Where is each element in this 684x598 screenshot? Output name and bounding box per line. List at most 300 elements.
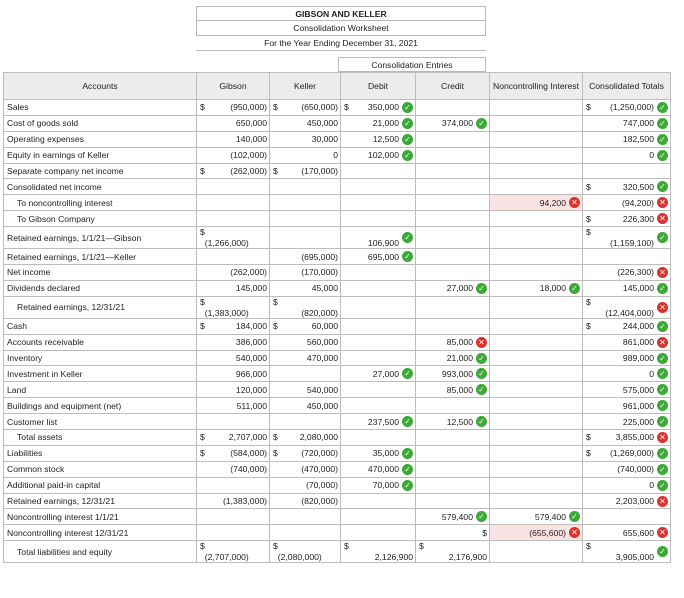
debit-value: 27,000	[372, 368, 399, 379]
total-cell[interactable]	[583, 163, 671, 179]
table-row	[4, 461, 671, 477]
table-row	[4, 541, 671, 563]
check-circle-icon: ✓	[657, 150, 668, 161]
nci-cell[interactable]	[490, 477, 583, 493]
gibson-cell	[197, 179, 270, 195]
x-circle-icon: ✕	[476, 337, 487, 348]
debit-cell[interactable]	[341, 477, 416, 493]
total-cell[interactable]	[583, 280, 671, 296]
total-cell[interactable]	[583, 509, 671, 525]
credit-cell[interactable]	[416, 296, 490, 318]
keller-cell	[270, 350, 341, 366]
dollar-sign: $	[273, 102, 278, 113]
accounts-header: Accounts	[4, 73, 197, 100]
dollar-sign: $	[273, 166, 278, 176]
gibson-cell	[197, 195, 270, 211]
nci-cell[interactable]	[490, 525, 583, 541]
total-cell[interactable]	[583, 493, 671, 509]
totals-header: Consolidated Totals	[583, 73, 671, 100]
account-label: Total assets	[4, 430, 197, 446]
debit-cell[interactable]	[341, 445, 416, 461]
table-row	[4, 131, 671, 147]
table-row	[4, 382, 671, 398]
dollar-sign: $	[586, 181, 591, 192]
credit-cell[interactable]	[416, 318, 490, 334]
total-cell[interactable]	[583, 211, 671, 227]
check-circle-icon: ✓	[569, 283, 580, 294]
check-circle-icon: ✓	[402, 232, 413, 243]
debit-cell[interactable]	[341, 179, 416, 195]
gibson-value: 184,000	[235, 321, 267, 332]
debit-cell[interactable]	[341, 461, 416, 477]
gibson-value: (1,383,000)	[223, 496, 267, 507]
nci-value: 94,200	[539, 197, 566, 208]
check-circle-icon: ✓	[402, 102, 413, 113]
keller-cell	[270, 509, 341, 525]
check-circle-icon: ✓	[657, 464, 668, 475]
table-row	[4, 366, 671, 382]
debit-value: 350,000	[367, 102, 399, 113]
gibson-value: 540,000	[235, 353, 267, 364]
debit-cell[interactable]	[341, 541, 416, 563]
total-value: 226,300	[622, 213, 654, 224]
credit-cell[interactable]	[416, 477, 490, 493]
total-value: (1,250,000)	[610, 102, 654, 113]
credit-cell[interactable]	[416, 461, 490, 477]
keller-value: 45,000	[311, 283, 338, 294]
check-circle-icon: ✓	[657, 384, 668, 395]
check-circle-icon: ✓	[657, 448, 668, 459]
gibson-value: 386,000	[235, 337, 267, 348]
debit-cell[interactable]	[341, 195, 416, 211]
total-cell[interactable]	[583, 398, 671, 414]
check-circle-icon: ✓	[402, 448, 413, 459]
debit-cell[interactable]	[341, 398, 416, 414]
keller-cell	[270, 211, 341, 227]
dollar-sign: $	[200, 166, 205, 176]
nci-header: Noncontrolling Interest	[490, 73, 583, 100]
total-cell[interactable]	[583, 115, 671, 131]
credit-cell[interactable]	[416, 382, 490, 398]
credit-cell[interactable]	[416, 211, 490, 227]
table-row	[4, 100, 671, 116]
credit-cell[interactable]	[416, 100, 490, 116]
keller-value: 450,000	[306, 400, 338, 411]
total-value: 182,500	[622, 134, 654, 145]
credit-cell[interactable]	[416, 398, 490, 414]
keller-cell	[270, 445, 341, 461]
nci-cell[interactable]	[490, 461, 583, 477]
total-value: (94,200)	[621, 197, 654, 208]
gibson-value: (740,000)	[230, 464, 267, 475]
keller-cell	[270, 280, 341, 296]
nci-cell[interactable]	[490, 493, 583, 509]
check-circle-icon: ✓	[402, 480, 413, 491]
gibson-cell	[197, 280, 270, 296]
keller-value: 30,000	[311, 134, 338, 145]
nci-cell[interactable]	[490, 195, 583, 211]
debit-cell[interactable]	[341, 366, 416, 382]
nci-cell[interactable]	[490, 366, 583, 382]
nci-cell[interactable]	[490, 296, 583, 318]
gibson-value: (262,000)	[230, 166, 267, 176]
debit-cell[interactable]	[341, 430, 416, 446]
nci-cell[interactable]	[490, 249, 583, 265]
credit-cell[interactable]	[416, 445, 490, 461]
debit-cell[interactable]	[341, 211, 416, 227]
check-circle-icon: ✓	[402, 134, 413, 145]
company-title: GIBSON AND KELLER	[196, 6, 486, 21]
total-cell[interactable]	[583, 414, 671, 430]
gibson-value: (262,000)	[230, 267, 267, 278]
nci-cell[interactable]	[490, 163, 583, 179]
table-row	[4, 280, 671, 296]
gibson-value: 511,000	[236, 400, 267, 411]
keller-cell	[270, 131, 341, 147]
credit-cell[interactable]	[416, 179, 490, 195]
debit-value: 102,000	[367, 150, 399, 161]
credit-cell[interactable]	[416, 430, 490, 446]
check-circle-icon: ✓	[402, 150, 413, 161]
gibson-cell	[197, 525, 270, 541]
nci-cell[interactable]	[490, 430, 583, 446]
credit-cell[interactable]	[416, 280, 490, 296]
keller-cell	[270, 525, 341, 541]
table-row	[4, 350, 671, 366]
keller-value: 450,000	[306, 118, 338, 129]
dollar-sign: $	[273, 448, 278, 459]
gibson-cell	[197, 477, 270, 493]
debit-value: 237,500	[367, 416, 399, 427]
account-label: Common stock	[4, 461, 197, 477]
check-circle-icon: ✓	[476, 384, 487, 395]
total-cell[interactable]	[583, 477, 671, 493]
gibson-cell	[197, 115, 270, 131]
credit-cell[interactable]	[416, 265, 490, 281]
nci-cell[interactable]	[490, 147, 583, 163]
dollar-sign: $	[200, 296, 205, 307]
total-cell[interactable]	[583, 100, 671, 116]
account-label: Inventory	[4, 350, 197, 366]
consolidation-worksheet-table	[3, 72, 671, 563]
x-circle-icon: ✕	[657, 267, 668, 278]
keller-value: (2,080,000)	[277, 552, 322, 563]
gibson-value: 140,000	[235, 134, 267, 145]
debit-cell[interactable]	[341, 147, 416, 163]
nci-cell[interactable]	[490, 350, 583, 366]
total-cell[interactable]	[583, 541, 671, 563]
table-row	[4, 115, 671, 131]
debit-cell[interactable]	[341, 414, 416, 430]
dollar-sign: $	[344, 541, 349, 552]
total-value: 0	[649, 480, 654, 491]
total-cell[interactable]	[583, 318, 671, 334]
debit-cell[interactable]	[341, 227, 416, 249]
check-circle-icon: ✓	[657, 416, 668, 427]
nci-cell[interactable]	[490, 445, 583, 461]
dollar-sign: $	[200, 448, 205, 459]
nci-cell[interactable]	[490, 115, 583, 131]
account-label: Additional paid-in capital	[4, 477, 197, 493]
nci-value: 18,000	[539, 283, 566, 294]
table-row	[4, 195, 671, 211]
dollar-sign: $	[200, 541, 205, 552]
credit-cell[interactable]	[416, 493, 490, 509]
total-value: 0	[649, 150, 654, 161]
x-circle-icon: ✕	[657, 527, 668, 538]
total-value: 3,855,000	[615, 432, 654, 443]
credit-cell[interactable]	[416, 350, 490, 366]
gibson-cell	[197, 131, 270, 147]
account-label: Total liabilities and equity	[4, 541, 197, 563]
account-label: Liabilities	[4, 445, 197, 461]
account-label: Operating expenses	[4, 131, 197, 147]
total-value: 961,000	[622, 400, 654, 411]
gibson-value: 120,000	[235, 384, 267, 395]
credit-cell[interactable]	[416, 163, 490, 179]
table-row	[4, 414, 671, 430]
check-circle-icon: ✓	[476, 511, 487, 522]
nci-cell[interactable]	[490, 131, 583, 147]
total-cell[interactable]	[583, 350, 671, 366]
table-row	[4, 249, 671, 265]
keller-header: Keller	[270, 73, 341, 100]
account-label: Dividends declared	[4, 280, 197, 296]
account-label: To noncontrolling interest	[4, 195, 197, 211]
total-cell[interactable]	[583, 430, 671, 446]
account-label: Consolidated net income	[4, 179, 197, 195]
nci-cell[interactable]	[490, 265, 583, 281]
account-label: Retained earnings, 1/1/21—Gibson	[4, 227, 197, 249]
total-cell[interactable]	[583, 334, 671, 350]
dollar-sign: $	[200, 102, 205, 113]
dollar-sign: $	[200, 432, 205, 443]
x-circle-icon: ✕	[657, 496, 668, 507]
gibson-cell	[197, 366, 270, 382]
period-title: For the Year Ending December 31, 2021	[196, 36, 486, 51]
gibson-cell	[197, 461, 270, 477]
total-value: 244,000	[622, 321, 654, 332]
table-row	[4, 477, 671, 493]
debit-value: 106,900	[367, 238, 399, 249]
gibson-value: (584,000)	[230, 448, 267, 459]
gibson-cell	[197, 147, 270, 163]
check-circle-icon: ✓	[402, 416, 413, 427]
debit-value: 70,000	[372, 480, 399, 491]
nci-cell[interactable]	[490, 398, 583, 414]
gibson-cell	[197, 541, 270, 563]
total-cell[interactable]	[583, 461, 671, 477]
gibson-cell	[197, 211, 270, 227]
debit-cell[interactable]	[341, 350, 416, 366]
check-circle-icon: ✓	[402, 368, 413, 379]
gibson-value: (2,707,000)	[204, 552, 249, 563]
keller-cell	[270, 430, 341, 446]
debit-value: 21,000	[372, 118, 399, 129]
nci-cell[interactable]	[490, 541, 583, 563]
nci-cell[interactable]	[490, 100, 583, 116]
keller-value: (170,000)	[301, 166, 338, 176]
debit-cell[interactable]	[341, 131, 416, 147]
nci-cell[interactable]	[490, 414, 583, 430]
debit-cell[interactable]	[341, 493, 416, 509]
debit-cell[interactable]	[341, 265, 416, 281]
account-label: Buildings and equipment (net)	[4, 398, 197, 414]
x-circle-icon: ✕	[657, 432, 668, 443]
credit-cell[interactable]	[416, 195, 490, 211]
gibson-cell	[197, 414, 270, 430]
credit-cell[interactable]	[416, 541, 490, 563]
table-row	[4, 445, 671, 461]
gibson-value: (950,000)	[230, 102, 267, 113]
nci-cell[interactable]	[490, 227, 583, 249]
nci-cell[interactable]	[490, 179, 583, 195]
credit-cell[interactable]	[416, 115, 490, 131]
account-label: Separate company net income	[4, 163, 197, 179]
keller-value: (650,000)	[301, 102, 338, 113]
keller-cell	[270, 366, 341, 382]
total-cell[interactable]	[583, 195, 671, 211]
gibson-cell	[197, 318, 270, 334]
table-row	[4, 509, 671, 525]
table-row	[4, 163, 671, 179]
debit-cell[interactable]	[341, 525, 416, 541]
check-circle-icon: ✓	[657, 118, 668, 129]
statement-title: Consolidation Worksheet	[196, 21, 486, 36]
debit-cell[interactable]	[341, 100, 416, 116]
credit-cell[interactable]	[416, 525, 490, 541]
check-circle-icon: ✓	[657, 480, 668, 491]
keller-cell	[270, 179, 341, 195]
x-circle-icon: ✕	[657, 302, 668, 313]
credit-cell[interactable]	[416, 249, 490, 265]
keller-value: (170,000)	[301, 267, 338, 278]
dollar-sign: $	[273, 432, 278, 443]
credit-cell[interactable]	[416, 227, 490, 249]
check-circle-icon: ✓	[402, 251, 413, 262]
gibson-cell	[197, 350, 270, 366]
credit-cell[interactable]	[416, 509, 490, 525]
keller-cell	[270, 147, 341, 163]
table-row	[4, 265, 671, 281]
credit-cell[interactable]	[416, 334, 490, 350]
gibson-value: 145,000	[235, 283, 267, 294]
total-cell[interactable]	[583, 296, 671, 318]
debit-value: 2,126,900	[374, 552, 413, 563]
gibson-value: 650,000	[235, 118, 267, 129]
gibson-value: 966,000	[235, 368, 267, 379]
total-cell[interactable]	[583, 131, 671, 147]
debit-cell[interactable]	[341, 280, 416, 296]
total-value: (12,404,000)	[605, 307, 654, 318]
account-label: Retained earnings, 12/31/21	[4, 493, 197, 509]
credit-value: 579,400	[441, 511, 473, 522]
total-cell[interactable]	[583, 249, 671, 265]
total-cell[interactable]	[583, 179, 671, 195]
debit-cell[interactable]	[341, 249, 416, 265]
account-label: Investment in Keller	[4, 366, 197, 382]
account-label: Noncontrolling interest 12/31/21	[4, 525, 197, 541]
nci-cell[interactable]	[490, 382, 583, 398]
keller-cell	[270, 398, 341, 414]
debit-cell[interactable]	[341, 163, 416, 179]
nci-cell[interactable]	[490, 211, 583, 227]
total-cell[interactable]	[583, 445, 671, 461]
credit-value: 993,000	[441, 368, 473, 379]
consolidation-entries-header: Consolidation Entries	[338, 57, 486, 72]
keller-cell	[270, 461, 341, 477]
nci-cell[interactable]	[490, 318, 583, 334]
credit-value: 21,000	[446, 353, 473, 364]
x-circle-icon: ✕	[657, 197, 668, 208]
total-value: 145,000	[622, 283, 654, 294]
table-row	[4, 179, 671, 195]
credit-cell[interactable]	[416, 147, 490, 163]
total-cell[interactable]	[583, 227, 671, 249]
account-label: Customer list	[4, 414, 197, 430]
nci-cell[interactable]	[490, 280, 583, 296]
keller-value: 2,080,000	[299, 432, 338, 443]
table-row	[4, 334, 671, 350]
dollar-sign: $	[586, 213, 591, 224]
credit-value: 2,176,900	[448, 552, 487, 563]
debit-cell[interactable]	[341, 115, 416, 131]
gibson-cell	[197, 509, 270, 525]
credit-cell[interactable]	[416, 366, 490, 382]
check-circle-icon: ✓	[657, 102, 668, 113]
keller-cell	[270, 296, 341, 318]
dollar-sign: $	[482, 527, 487, 538]
check-circle-icon: ✓	[657, 321, 668, 332]
debit-cell[interactable]	[341, 296, 416, 318]
debit-cell[interactable]	[341, 318, 416, 334]
table-row	[4, 147, 671, 163]
debit-cell[interactable]	[341, 334, 416, 350]
check-circle-icon: ✓	[476, 283, 487, 294]
total-cell[interactable]	[583, 147, 671, 163]
nci-cell[interactable]	[490, 509, 583, 525]
debit-cell[interactable]	[341, 382, 416, 398]
nci-cell[interactable]	[490, 334, 583, 350]
keller-value: (720,000)	[301, 448, 338, 459]
keller-cell	[270, 414, 341, 430]
total-cell[interactable]	[583, 382, 671, 398]
keller-cell	[270, 249, 341, 265]
dollar-sign: $	[586, 321, 591, 332]
total-cell[interactable]	[583, 525, 671, 541]
total-cell[interactable]	[583, 366, 671, 382]
table-row	[4, 430, 671, 446]
x-circle-icon: ✕	[569, 197, 580, 208]
credit-cell[interactable]	[416, 414, 490, 430]
credit-cell[interactable]	[416, 131, 490, 147]
nci-value: (655,600)	[529, 527, 566, 538]
gibson-header: Gibson	[197, 73, 270, 100]
gibson-cell	[197, 163, 270, 179]
debit-cell[interactable]	[341, 509, 416, 525]
credit-value: 374,000	[441, 118, 473, 129]
table-row	[4, 211, 671, 227]
keller-cell	[270, 382, 341, 398]
account-label: Equity in earnings of Keller	[4, 147, 197, 163]
check-circle-icon: ✓	[657, 400, 668, 411]
gibson-cell	[197, 100, 270, 116]
credit-value: 85,000	[446, 337, 473, 348]
account-label: Accounts receivable	[4, 334, 197, 350]
keller-cell	[270, 265, 341, 281]
total-cell[interactable]	[583, 265, 671, 281]
account-label: Cost of goods sold	[4, 115, 197, 131]
